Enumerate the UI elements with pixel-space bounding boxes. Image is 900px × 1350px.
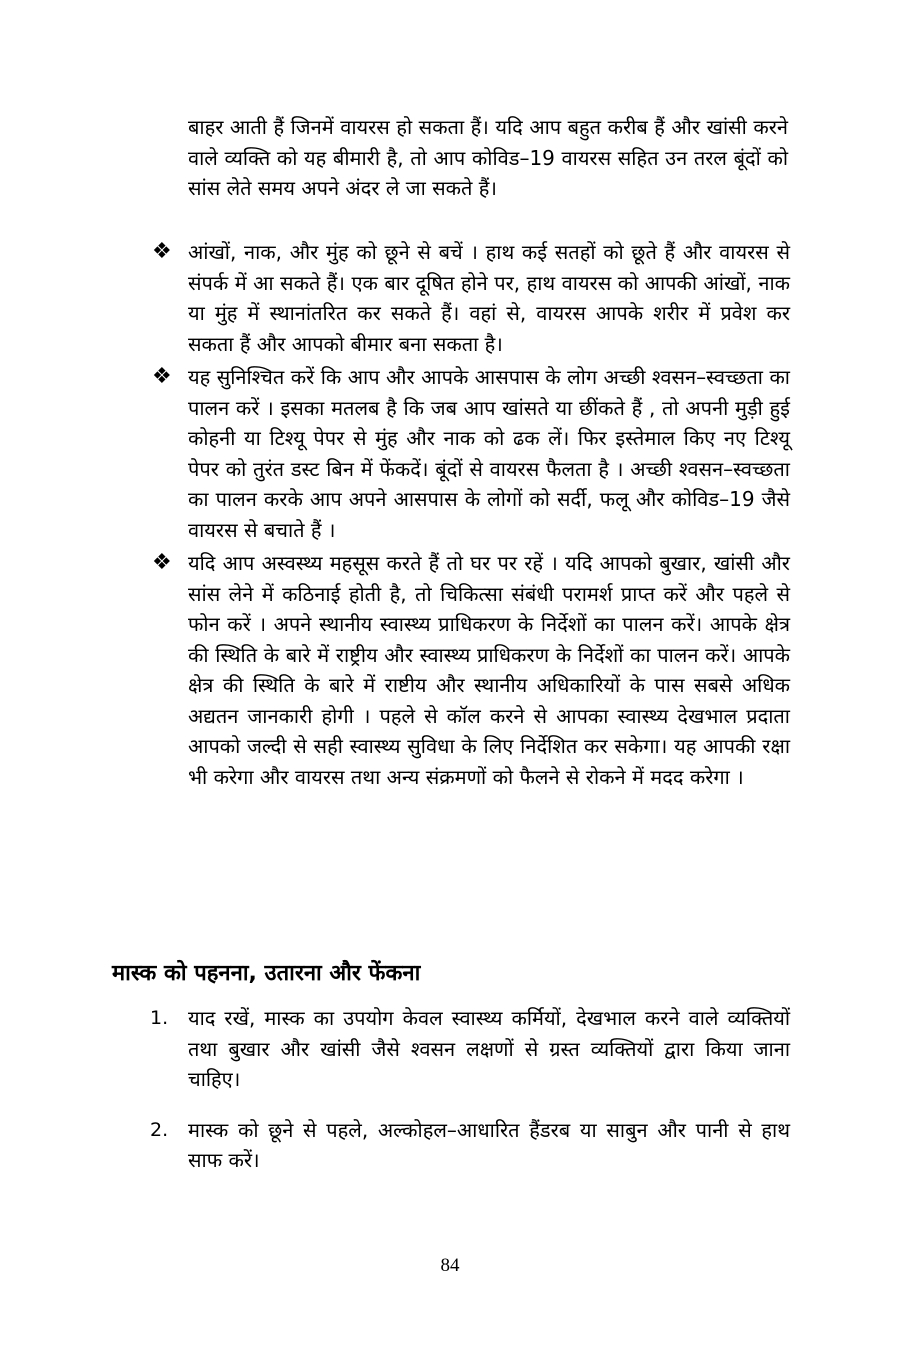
item-number: 2. — [150, 1118, 169, 1141]
diamond-bullet-icon: ❖ — [152, 550, 172, 575]
numbered-item — [150, 1115, 790, 1176]
bullet-text: आंखों, नाक, और मुंह को छूने से बचें । हाथ कई सतहों को छूते हैं और वायरस से संपर्क में आ सकते हैं। एक बार दूषित होने पर, हाथ वायरस को आपकी आंखों, नाक या मुंह में स्थानांतरित कर सकते हैं। वहां से, वायरस आपके शरीर में प्रवेश कर सकता हैं और आपको बीमार बना सकता है। — [188, 240, 790, 356]
section-heading: मास्क को पहनना, उतारना और फेंकना — [112, 961, 421, 986]
bullet-text: यह सुनिश्चित करें कि आप और आपके आसपास के लोग अच्छी श्वसन–स्वच्छता का पालन करें । इसका मतलब है कि जब आप खांसते या छींकते हैं , तो अपनी मुड़ी हुई कोहनी या टिश्यू पेपर से मुंह और नाक को ढक लें। फिर इस्तेमाल किए नए टिश्यू पेपर को तुरंत डस्ट बिन में फेंकदें। बूंदों से वायरस फैलता है । अच्छी श्वसन–स्वच्छता का पालन करके आप अपने आसपास के लोगों को सर्दी, फलू और कोविड–19 जैसे वायरस से बचाते हैं । — [188, 365, 790, 542]
item-text: याद रखें, मास्क का उपयोग केवल स्वास्थ्य कर्मियों, देखभाल करने वाले व्यक्तियों तथा बुखार और खांसी जैसे श्वसन लक्षणों से ग्रस्त व्यक्तियों द्वारा किया जाना चाहिए। — [188, 1006, 790, 1091]
diamond-bullet-icon: ❖ — [152, 239, 172, 264]
bullet-item-respiratory-hygiene — [150, 362, 790, 545]
numbered-list — [150, 1003, 790, 1196]
diamond-bullet-icon: ❖ — [152, 364, 172, 389]
page-number: 84 — [440, 1255, 460, 1276]
bullet-item-avoid-touching — [150, 237, 790, 359]
item-text: मास्क को छूने से पहले, अल्कोहल–आधारित हैंडरब या साबुन और पानी से हाथ साफ करें। — [188, 1117, 790, 1172]
item-number: 1. — [150, 1007, 169, 1029]
bullet-text: यदि आप अस्वस्थ्य महसूस करते हैं तो घर पर रहें । यदि आपको बुखार, खांसी और सांस लेने में कठिनाई होती है, तो चिकित्सा संबंधी परामर्श प्राप्त करें और पहले से फोन करें । अपने स्थानीय स्वास्थ्य प्राधिकरण के निर्देशों का पालन करें। आपके क्षेत्र की स्थिति के बारे में राष्ट्रीय और स्वास्थ्य प्राधिकरण के निर्देशों का पालन करें। आपके क्षेत्र की स्थिति के बारे में राष्टीय और स्थानीय अधिकारियों के पास सबसे अधिक अद्यतन जानकारी होगी । पहले से कॉल करने से आपका स्वास्थ्य देखभाल प्रदाता आपको जल्दी से सही स्वास्थ्य सुविधा के लिए निर्देशित कर सकेगा। यह आपकी रक्षा भी करेगा और वायरस तथा अन्य संक्रमणों को फैलने से रोकने में मदद करेगा । — [188, 551, 790, 789]
numbered-item — [150, 1003, 790, 1095]
continuation-paragraph: बाहर आती हैं जिनमें वायरस हो सकता हैं। यदि आप बहुत करीब हैं और खांसी करने वाले व्यक्ति को यह बीमारी है, तो आप कोविड–19 वायरस सहित उन तरल बूंदों को सांस लेते समय अपने अंदर ले जा सकते हैं। — [188, 115, 788, 200]
bullet-item-stay-home — [150, 548, 790, 792]
bullet-list — [150, 237, 790, 795]
